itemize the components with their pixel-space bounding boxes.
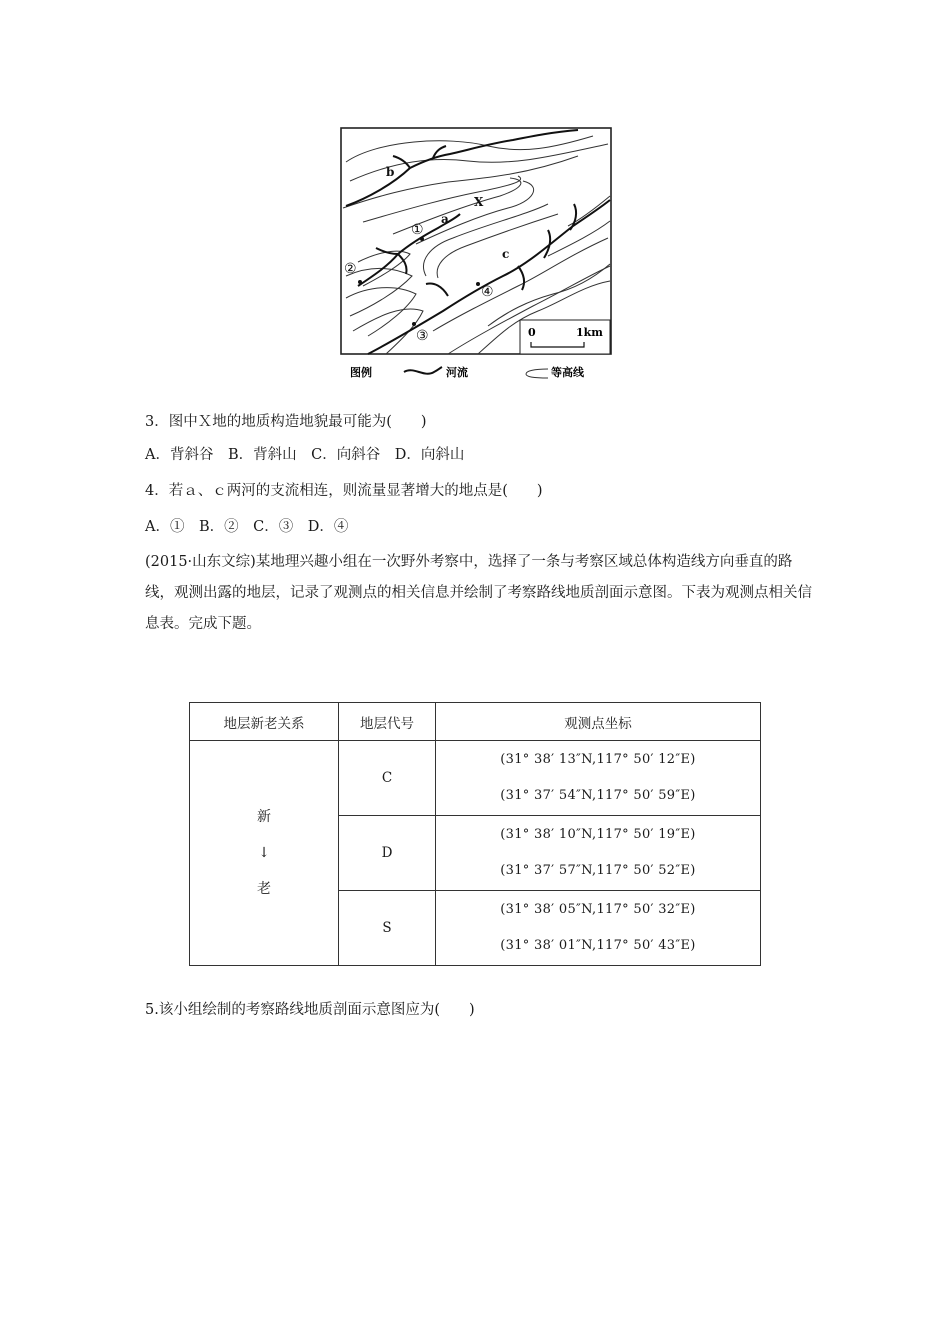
coordinate: (31° 37′ 54″N,117° 50′ 59″E) xyxy=(500,788,696,803)
coordinate: (31° 38′ 10″N,117° 50′ 19″E) xyxy=(500,827,696,842)
coordinate: (31° 38′ 01″N,117° 50′ 43″E) xyxy=(500,938,696,953)
coordinate: (31° 37′ 57″N,117° 50′ 52″E) xyxy=(500,863,696,878)
relation-new: 新 xyxy=(257,809,271,825)
scale-zero: 0 xyxy=(528,326,536,339)
stratum-code: C xyxy=(339,741,436,816)
coords-cell xyxy=(436,741,761,816)
question-4-options: A．① B．② C．③ D．④ xyxy=(145,519,349,535)
stratum-code: S xyxy=(339,891,436,966)
geology-map-figure xyxy=(338,126,614,386)
observation-table xyxy=(189,702,761,966)
relation-old: 老 xyxy=(257,881,271,897)
map-label-b: b xyxy=(386,165,395,179)
legend-river-label: 河流 xyxy=(446,366,468,379)
question-3-stem: 3．图中Ｘ地的地质构造地貌最可能为( ) xyxy=(145,414,427,430)
coords-cell xyxy=(436,891,761,966)
coordinate: (31° 38′ 13″N,117° 50′ 12″E) xyxy=(500,752,696,767)
relation-cell xyxy=(190,741,339,966)
scale-end: 1km xyxy=(576,326,603,339)
map-label-c: c xyxy=(502,247,510,261)
table-header-code: 地层代号 xyxy=(339,703,436,741)
map-label-p2: ② xyxy=(344,261,357,277)
contour-map xyxy=(338,126,614,386)
legend-title: 图例 xyxy=(350,366,372,379)
map-label-p3: ③ xyxy=(416,328,429,344)
point-4-dot xyxy=(476,282,480,286)
coordinate: (31° 38′ 05″N,117° 50′ 32″E) xyxy=(500,902,696,917)
map-label-x: X xyxy=(474,195,484,209)
point-3-dot xyxy=(412,322,416,326)
question-5-stem: 5.该小组绘制的考察路线地质剖面示意图应为( ) xyxy=(145,1002,475,1018)
stratum-code: D xyxy=(339,816,436,891)
legend-river-symbol xyxy=(404,367,442,374)
intro-paragraph: (2015·山东文综)某地理兴趣小组在一次野外考察中，选择了一条与考察区域总体构造线方向垂直的路线，观测出露的地层，记录了观测点的相关信息并绘制了考察路线地质剖面示意图。下表为观测点相关信息表。完成下题。 xyxy=(145,554,812,632)
map-label-a: a xyxy=(441,212,449,226)
coords-cell xyxy=(436,816,761,891)
question-3-options: A．背斜谷 B．背斜山 C．向斜谷 D．向斜山 xyxy=(145,447,465,463)
map-label-p4: ④ xyxy=(481,284,494,300)
legend-contour-symbol xyxy=(526,369,548,378)
table-header-relation: 地层新老关系 xyxy=(190,703,339,741)
relation-arrow: ↓ xyxy=(258,845,270,861)
table-header-coords: 观测点坐标 xyxy=(436,703,761,741)
map-label-p1: ① xyxy=(411,222,424,238)
table-row xyxy=(190,741,761,816)
question-4-stem: 4．若ａ、ｃ两河的支流相连，则流量显著增大的地点是( ) xyxy=(145,483,543,499)
point-2-dot xyxy=(358,280,362,284)
legend-contour-label: 等高线 xyxy=(551,366,584,379)
